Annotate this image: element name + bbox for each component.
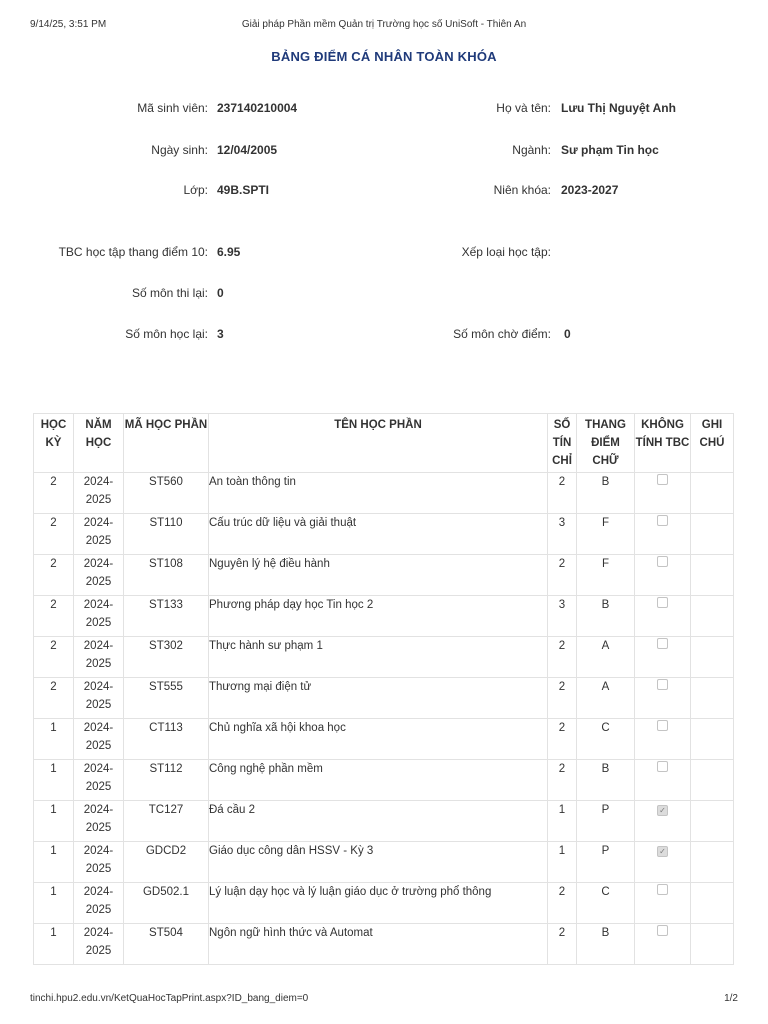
exclude-gpa-cell [635, 842, 691, 883]
print-datetime: 9/14/25, 3:51 PM [30, 19, 107, 30]
class-label: Lớp: [183, 183, 208, 197]
semester-cell: 1 [34, 719, 74, 760]
print-page-title: Giải pháp Phần mềm Quản trị Trường học số UniSoft - Thiên An [241, 19, 527, 30]
semester-cell: 2 [34, 555, 74, 596]
full-name-value: Lưu Thị Nguyệt Anh [561, 101, 676, 115]
semester-cell: 1 [34, 801, 74, 842]
course-code-cell: GDCD2 [124, 842, 209, 883]
exclude-gpa-checkbox[interactable] [657, 720, 668, 731]
birth-date-value: 12/04/2005 [217, 143, 278, 157]
year-cell: 2024-2025 [74, 842, 124, 883]
student-id-value: 237140210004 [217, 101, 298, 115]
col-header-credits: SỐ TÍN CHỈ [548, 414, 577, 473]
class-value: 49B.SPTI [217, 183, 270, 197]
credits-cell: 1 [548, 842, 577, 883]
col-header-note: GHI CHÚ [691, 414, 734, 473]
table-row [34, 719, 734, 760]
exclude-gpa-cell [635, 637, 691, 678]
semester-cell: 2 [34, 473, 74, 514]
credits-cell: 2 [548, 760, 577, 801]
course-code-cell: ST133 [124, 596, 209, 637]
table-row [34, 924, 734, 965]
credits-cell: 1 [548, 801, 577, 842]
gpa-label: TBC học tập thang điểm 10: [58, 245, 208, 259]
exclude-gpa-cell [635, 555, 691, 596]
exclude-gpa-cell [635, 883, 691, 924]
year-cell: 2024-2025 [74, 555, 124, 596]
table-row [34, 514, 734, 555]
table-row [34, 842, 734, 883]
col-header-exclude-gpa: KHÔNG TÍNH TBC [635, 414, 691, 473]
exclude-gpa-checkbox[interactable] [657, 597, 668, 608]
course-name-cell: Nguyên lý hệ điều hành [209, 555, 548, 596]
letter-grade-cell: F [577, 514, 635, 555]
course-name-cell: Thực hành sư phạm 1 [209, 637, 548, 678]
semester-cell: 1 [34, 842, 74, 883]
major-value: Sư phạm Tin học [561, 143, 659, 157]
course-code-cell: ST108 [124, 555, 209, 596]
credits-cell: 2 [548, 637, 577, 678]
print-page-number: 1/2 [724, 993, 738, 1004]
letter-grade-cell: P [577, 801, 635, 842]
exclude-gpa-checkbox[interactable] [657, 638, 668, 649]
note-cell [691, 678, 734, 719]
exclude-gpa-cell [635, 473, 691, 514]
letter-grade-cell: A [577, 637, 635, 678]
exclude-gpa-cell [635, 719, 691, 760]
note-cell [691, 801, 734, 842]
note-cell [691, 555, 734, 596]
exclude-gpa-cell [635, 514, 691, 555]
year-cell: 2024-2025 [74, 678, 124, 719]
letter-grade-cell: C [577, 719, 635, 760]
semester-cell: 2 [34, 678, 74, 719]
credits-cell: 2 [548, 719, 577, 760]
letter-grade-cell: F [577, 555, 635, 596]
col-header-letter-grade: THANG ĐIỂM CHỮ [577, 414, 635, 473]
note-cell [691, 924, 734, 965]
semester-cell: 1 [34, 924, 74, 965]
course-name-cell: Chủ nghĩa xã hội khoa học [209, 719, 548, 760]
course-code-cell: CT113 [124, 719, 209, 760]
semester-cell: 2 [34, 637, 74, 678]
document-title: BẢNG ĐIỂM CÁ NHÂN TOÀN KHÓA [271, 49, 497, 64]
table-row [34, 760, 734, 801]
exclude-gpa-checkbox[interactable] [657, 679, 668, 690]
year-cell: 2024-2025 [74, 924, 124, 965]
print-url: tinchi.hpu2.edu.vn/KetQuaHocTapPrint.aspx?ID_bang_diem=0 [30, 993, 309, 1004]
letter-grade-cell: A [577, 678, 635, 719]
table-header-row [34, 414, 734, 473]
year-cell: 2024-2025 [74, 473, 124, 514]
note-cell [691, 514, 734, 555]
year-cell: 2024-2025 [74, 514, 124, 555]
course-name-cell: Ngôn ngữ hình thức và Automat [209, 924, 548, 965]
note-cell [691, 596, 734, 637]
col-header-semester: HỌC KỲ [34, 414, 74, 473]
credits-cell: 2 [548, 924, 577, 965]
course-name-cell: Giáo dục công dân HSSV - Kỳ 3 [209, 842, 548, 883]
semester-cell: 1 [34, 883, 74, 924]
table-row [34, 473, 734, 514]
year-cell: 2024-2025 [74, 883, 124, 924]
cohort-label: Niên khóa: [493, 183, 551, 197]
exclude-gpa-checkbox[interactable] [657, 474, 668, 485]
course-code-cell: ST560 [124, 473, 209, 514]
exclude-gpa-cell [635, 678, 691, 719]
course-name-cell: Đá cầu 2 [209, 801, 548, 842]
exclude-gpa-cell [635, 924, 691, 965]
major-label: Ngành: [512, 143, 551, 157]
note-cell [691, 883, 734, 924]
retake-exam-value: 0 [217, 286, 224, 300]
student-id-label: Mã sinh viên: [137, 101, 208, 115]
exclude-gpa-cell [635, 596, 691, 637]
col-header-year: NĂM HỌC [74, 414, 124, 473]
year-cell: 2024-2025 [74, 637, 124, 678]
year-cell: 2024-2025 [74, 801, 124, 842]
credits-cell: 3 [548, 596, 577, 637]
pending-grade-value: 0 [564, 327, 571, 341]
year-cell: 2024-2025 [74, 596, 124, 637]
col-header-course-name: TÊN HỌC PHẦN [209, 414, 548, 473]
table-row [34, 883, 734, 924]
exclude-gpa-checkbox[interactable] [657, 761, 668, 772]
exclude-gpa-checkbox[interactable] [657, 515, 668, 526]
course-name-cell: Thương mại điện tử [209, 678, 548, 719]
grades-table [33, 413, 734, 965]
credits-cell: 2 [548, 678, 577, 719]
retake-course-value: 3 [217, 327, 224, 341]
exclude-gpa-cell [635, 801, 691, 842]
retake-course-label: Số môn học lại: [125, 327, 208, 341]
credits-cell: 2 [548, 555, 577, 596]
letter-grade-cell: B [577, 760, 635, 801]
course-name-cell: Cấu trúc dữ liệu và giải thuật [209, 514, 548, 555]
table-row [34, 801, 734, 842]
course-code-cell: ST555 [124, 678, 209, 719]
letter-grade-cell: B [577, 596, 635, 637]
exclude-gpa-checkbox[interactable] [657, 556, 668, 567]
table-row [34, 678, 734, 719]
credits-cell: 2 [548, 473, 577, 514]
course-name-cell: An toàn thông tin [209, 473, 548, 514]
course-code-cell: ST504 [124, 924, 209, 965]
table-row [34, 596, 734, 637]
semester-cell: 2 [34, 514, 74, 555]
birth-date-label: Ngày sinh: [151, 143, 208, 157]
note-cell [691, 760, 734, 801]
exclude-gpa-checkbox[interactable] [657, 884, 668, 895]
note-cell [691, 473, 734, 514]
course-name-cell: Lý luận dạy học và lý luận giáo dục ở trường phổ thông [209, 883, 548, 924]
course-code-cell: ST110 [124, 514, 209, 555]
pending-grade-label: Số môn chờ điểm: [453, 327, 551, 341]
exclude-gpa-cell [635, 760, 691, 801]
letter-grade-cell: B [577, 924, 635, 965]
semester-cell: 2 [34, 596, 74, 637]
year-cell: 2024-2025 [74, 760, 124, 801]
course-name-cell: Phương pháp dạy học Tin học 2 [209, 596, 548, 637]
exclude-gpa-checkbox[interactable]: ✓ [657, 846, 668, 857]
full-name-label: Họ và tên: [496, 101, 551, 115]
course-name-cell: Công nghệ phần mềm [209, 760, 548, 801]
letter-grade-cell: P [577, 842, 635, 883]
semester-cell: 1 [34, 760, 74, 801]
letter-grade-cell: C [577, 883, 635, 924]
academic-rank-label: Xếp loại học tập: [461, 245, 551, 259]
exclude-gpa-checkbox[interactable]: ✓ [657, 805, 668, 816]
note-cell [691, 842, 734, 883]
credits-cell: 2 [548, 883, 577, 924]
col-header-course-code: MÃ HỌC PHẦN [124, 414, 209, 473]
table-row [34, 555, 734, 596]
exclude-gpa-checkbox[interactable] [657, 925, 668, 936]
course-code-cell: GD502.1 [124, 883, 209, 924]
letter-grade-cell: B [577, 473, 635, 514]
cohort-value: 2023-2027 [561, 183, 619, 197]
course-code-cell: ST302 [124, 637, 209, 678]
gpa-value: 6.95 [217, 245, 241, 259]
note-cell [691, 637, 734, 678]
course-code-cell: ST112 [124, 760, 209, 801]
retake-exam-label: Số môn thi lại: [131, 286, 208, 300]
course-code-cell: TC127 [124, 801, 209, 842]
table-row [34, 637, 734, 678]
year-cell: 2024-2025 [74, 719, 124, 760]
note-cell [691, 719, 734, 760]
credits-cell: 3 [548, 514, 577, 555]
